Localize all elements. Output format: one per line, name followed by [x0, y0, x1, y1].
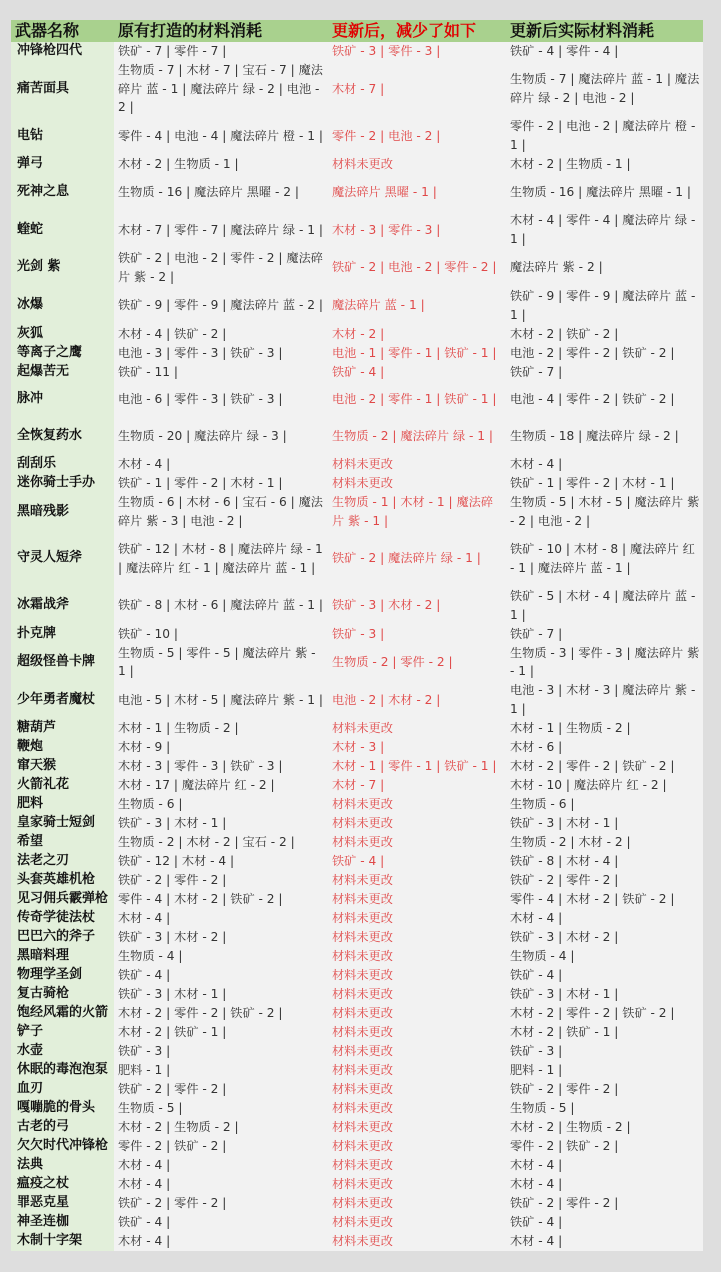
header-weapon-name: 武器名称: [11, 20, 114, 42]
weapon-name-cell: 光剑 紫: [11, 249, 114, 286]
table-row: [11, 587, 703, 625]
reduction-cell: 铁矿 - 2 | 电池 - 2 | 零件 - 2 |: [332, 260, 497, 275]
actual-cost-cell: 铁矿 - 7 |: [510, 364, 563, 379]
table-row: [11, 1118, 703, 1137]
weapon-name-cell: 黑暗料理: [11, 947, 114, 966]
original-cost-cell: 铁矿 - 9 | 零件 - 9 | 魔法碎片 蓝 - 2 |: [118, 298, 323, 313]
weapon-name-cell: 罪恶克星: [11, 1194, 114, 1213]
actual-cost-cell: 生物质 - 18 | 魔法碎片 绿 - 2 |: [510, 429, 679, 444]
actual-cost-cell: 木材 - 4 |: [510, 457, 563, 472]
table-row: [11, 1175, 703, 1194]
actual-cost-cell: 生物质 - 5 | 木材 - 5 | 魔法碎片 紫 - 2 | 电池 - 2 |: [510, 495, 700, 528]
table-row: [11, 1099, 703, 1118]
original-cost-cell: 木材 - 17 | 魔法碎片 红 - 2 |: [118, 778, 275, 793]
reduction-cell: 木材 - 7 |: [332, 81, 385, 96]
original-cost-cell: 零件 - 2 | 铁矿 - 2 |: [118, 1139, 227, 1154]
reduction-cell: 材料未更改: [332, 1177, 393, 1192]
weapon-name-cell: 守灵人短斧: [11, 531, 114, 587]
weapon-name-cell: 瘟疫之杖: [11, 1175, 114, 1194]
table-row: [11, 1194, 703, 1213]
actual-cost-cell: 铁矿 - 3 | 木材 - 2 |: [510, 930, 619, 945]
actual-cost-cell: 生物质 - 5 |: [510, 1101, 575, 1116]
reduction-cell: 材料未更改: [332, 1234, 393, 1249]
original-cost-cell: 肥料 - 1 |: [118, 1063, 171, 1078]
weapon-name-cell: 起爆苦无: [11, 363, 114, 382]
weapon-name-cell: 火箭礼花: [11, 776, 114, 795]
table-row: [11, 474, 703, 493]
reduction-cell: 材料未更改: [332, 1158, 393, 1173]
weapon-name-cell: 冰霜战斧: [11, 587, 114, 625]
table-row: [11, 1137, 703, 1156]
header-reduction: 更新后，减少了如下: [328, 20, 506, 42]
weapon-name-cell: 窜天猴: [11, 757, 114, 776]
reduction-cell: 材料未更改: [332, 1082, 393, 1097]
weapon-name-cell: 肥料: [11, 795, 114, 814]
actual-cost-cell: 铁矿 - 2 | 零件 - 2 |: [510, 1082, 619, 1097]
reduction-cell: 材料未更改: [332, 911, 393, 926]
table-row: [11, 890, 703, 909]
original-cost-cell: 木材 - 4 | 铁矿 - 2 |: [118, 326, 227, 341]
actual-cost-cell: 生物质 - 2 | 木材 - 2 |: [510, 835, 631, 850]
reduction-cell: 生物质 - 2 | 零件 - 2 |: [332, 654, 453, 669]
actual-cost-cell: 肥料 - 1 |: [510, 1063, 563, 1078]
reduction-cell: 材料未更改: [332, 835, 393, 850]
original-cost-cell: 铁矿 - 3 | 木材 - 2 |: [118, 930, 227, 945]
actual-cost-cell: 木材 - 2 | 铁矿 - 1 |: [510, 1025, 619, 1040]
reduction-cell: 材料未更改: [332, 1044, 393, 1059]
actual-cost-cell: 铁矿 - 8 | 木材 - 4 |: [510, 854, 619, 869]
reduction-cell: 材料未更改: [332, 157, 393, 172]
reduction-cell: 铁矿 - 4 |: [332, 854, 385, 869]
original-cost-cell: 铁矿 - 7 | 零件 - 7 |: [118, 44, 227, 59]
original-cost-cell: 木材 - 4 |: [118, 1177, 171, 1192]
weapon-name-cell: 物理学圣剑: [11, 966, 114, 985]
reduction-cell: 材料未更改: [332, 949, 393, 964]
actual-cost-cell: 铁矿 - 4 |: [510, 968, 563, 983]
actual-cost-cell: 木材 - 1 | 生物质 - 2 |: [510, 721, 631, 736]
original-cost-cell: 木材 - 4 |: [118, 1234, 171, 1249]
weapon-name-cell: 冲锋枪四代: [11, 42, 114, 61]
reduction-cell: 生物质 - 1 | 木材 - 1 | 魔法碎片 紫 - 1 |: [332, 495, 494, 528]
actual-cost-cell: 魔法碎片 紫 - 2 |: [510, 260, 603, 275]
weapon-name-cell: 等离子之鹰: [11, 344, 114, 363]
reduction-cell: 材料未更改: [332, 797, 393, 812]
reduction-cell: 材料未更改: [332, 968, 393, 983]
original-cost-cell: 木材 - 4 |: [118, 911, 171, 926]
reduction-cell: 材料未更改: [332, 721, 393, 736]
reduction-cell: 魔法碎片 黑曜 - 1 |: [332, 185, 437, 200]
weapon-name-cell: 巴巴六的斧子: [11, 928, 114, 947]
table-row: [11, 719, 703, 738]
table-row: [11, 814, 703, 833]
reduction-cell: 材料未更改: [332, 1196, 393, 1211]
table-row: [11, 966, 703, 985]
actual-cost-cell: 铁矿 - 10 | 木材 - 8 | 魔法碎片 红 - 1 | 魔法碎片 蓝 - 1 |: [510, 541, 695, 575]
reduction-cell: 材料未更改: [332, 457, 393, 472]
weapon-name-cell: 糖葫芦: [11, 719, 114, 738]
actual-cost-cell: 木材 - 6 |: [510, 740, 563, 755]
original-cost-cell: 木材 - 3 | 零件 - 3 | 铁矿 - 3 |: [118, 759, 283, 774]
reduction-cell: 材料未更改: [332, 930, 393, 945]
original-cost-cell: 木材 - 2 | 铁矿 - 1 |: [118, 1025, 227, 1040]
original-cost-cell: 铁矿 - 3 | 木材 - 1 |: [118, 816, 227, 831]
reduction-cell: 电池 - 2 | 零件 - 1 | 铁矿 - 1 |: [332, 392, 497, 407]
actual-cost-cell: 电池 - 4 | 零件 - 2 | 铁矿 - 2 |: [510, 392, 675, 407]
actual-cost-cell: 木材 - 2 | 零件 - 2 | 铁矿 - 2 |: [510, 1006, 675, 1021]
reduction-cell: 木材 - 3 | 零件 - 3 |: [332, 222, 441, 237]
table-body: [11, 42, 703, 1251]
table-row: [11, 1004, 703, 1023]
materials-table-sheet: [11, 20, 703, 1251]
reduction-cell: 零件 - 2 | 电池 - 2 |: [332, 128, 441, 143]
original-cost-cell: 铁矿 - 3 |: [118, 1044, 171, 1059]
original-cost-cell: 铁矿 - 4 |: [118, 968, 171, 983]
weapon-name-cell: 铲子: [11, 1023, 114, 1042]
reduction-cell: 材料未更改: [332, 987, 393, 1002]
table-row: [11, 1232, 703, 1251]
table-row: [11, 871, 703, 890]
table-row: [11, 249, 703, 286]
actual-cost-cell: 零件 - 2 | 电池 - 2 | 魔法碎片 橙 - 1 |: [510, 119, 696, 153]
reduction-cell: 铁矿 - 4 |: [332, 364, 385, 379]
original-cost-cell: 生物质 - 5 | 零件 - 5 | 魔法碎片 紫 - 1 |: [118, 645, 316, 679]
original-cost-cell: 铁矿 - 10 |: [118, 626, 179, 641]
reduction-cell: 材料未更改: [332, 1006, 393, 1021]
table-row: [11, 531, 703, 587]
original-cost-cell: 木材 - 7 | 零件 - 7 | 魔法碎片 绿 - 1 |: [118, 222, 323, 237]
reduction-cell: 木材 - 3 |: [332, 740, 385, 755]
actual-cost-cell: 木材 - 10 | 魔法碎片 红 - 2 |: [510, 778, 667, 793]
original-cost-cell: 生物质 - 6 | 木材 - 6 | 宝石 - 6 | 魔法碎片 紫 - 3 | 电池 - 2 |: [118, 495, 323, 528]
actual-cost-cell: 铁矿 - 5 | 木材 - 4 | 魔法碎片 蓝 - 1 |: [510, 588, 696, 622]
reduction-cell: 材料未更改: [332, 1101, 393, 1116]
actual-cost-cell: 生物质 - 16 | 魔法碎片 黑曜 - 1 |: [510, 185, 691, 200]
actual-cost-cell: 铁矿 - 2 | 零件 - 2 |: [510, 1196, 619, 1211]
table-row: [11, 493, 703, 530]
materials-table: [11, 20, 703, 1251]
actual-cost-cell: 铁矿 - 4 | 零件 - 4 |: [510, 44, 619, 59]
reduction-cell: 材料未更改: [332, 892, 393, 907]
reduction-cell: 材料未更改: [332, 816, 393, 831]
weapon-name-cell: 鞭炮: [11, 738, 114, 757]
weapon-name-cell: 水壶: [11, 1042, 114, 1061]
weapon-name-cell: 弹弓: [11, 155, 114, 174]
weapon-name-cell: 电钻: [11, 117, 114, 155]
table-row: [11, 1080, 703, 1099]
reduction-cell: 木材 - 1 | 零件 - 1 | 铁矿 - 1 |: [332, 759, 497, 774]
original-cost-cell: 生物质 - 5 |: [118, 1101, 183, 1116]
weapon-name-cell: 欠欠时代冲锋枪: [11, 1137, 114, 1156]
weapon-name-cell: 扑克牌: [11, 625, 114, 644]
reduction-cell: 铁矿 - 3 | 零件 - 3 |: [332, 44, 441, 59]
table-row: [11, 381, 703, 418]
weapon-name-cell: 木制十字架: [11, 1232, 114, 1251]
original-cost-cell: 铁矿 - 2 | 电池 - 2 | 零件 - 2 | 魔法碎片 紫 - 2 |: [118, 251, 323, 284]
table-row: [11, 852, 703, 871]
table-row: [11, 1156, 703, 1175]
actual-cost-cell: 铁矿 - 3 | 木材 - 1 |: [510, 987, 619, 1002]
original-cost-cell: 木材 - 4 |: [118, 1158, 171, 1173]
table-row: [11, 1061, 703, 1080]
original-cost-cell: 铁矿 - 11 |: [118, 364, 179, 379]
weapon-name-cell: 刮刮乐: [11, 455, 114, 474]
actual-cost-cell: 铁矿 - 4 |: [510, 1215, 563, 1230]
reduction-cell: 电池 - 1 | 零件 - 1 | 铁矿 - 1 |: [332, 345, 497, 360]
original-cost-cell: 零件 - 4 | 木材 - 2 | 铁矿 - 2 |: [118, 892, 283, 907]
original-cost-cell: 生物质 - 20 | 魔法碎片 绿 - 3 |: [118, 429, 287, 444]
actual-cost-cell: 铁矿 - 3 |: [510, 1044, 563, 1059]
header-row: [11, 20, 703, 42]
original-cost-cell: 铁矿 - 8 | 木材 - 6 | 魔法碎片 蓝 - 1 |: [118, 598, 323, 613]
reduction-cell: 材料未更改: [332, 1139, 393, 1154]
actual-cost-cell: 生物质 - 3 | 零件 - 3 | 魔法碎片 紫 - 1 |: [510, 645, 700, 679]
weapon-name-cell: 少年勇者魔杖: [11, 681, 114, 719]
original-cost-cell: 铁矿 - 12 | 木材 - 8 | 魔法碎片 绿 - 1 | 魔法碎片 红 - 1 | 魔法碎片 蓝 - 1 |: [118, 541, 323, 575]
weapon-name-cell: 希望: [11, 833, 114, 852]
actual-cost-cell: 木材 - 4 |: [510, 911, 563, 926]
table-row: [11, 61, 703, 117]
table-row: [11, 928, 703, 947]
reduction-cell: 电池 - 2 | 木材 - 2 |: [332, 692, 441, 707]
table-row: [11, 644, 703, 681]
original-cost-cell: 铁矿 - 1 | 零件 - 2 | 木材 - 1 |: [118, 476, 283, 491]
weapon-name-cell: 痛苦面具: [11, 61, 114, 117]
header-original-cost: 原有打造的材料消耗: [114, 20, 328, 42]
weapon-name-cell: 迷你骑士手办: [11, 474, 114, 493]
table-row: [11, 211, 703, 249]
reduction-cell: 材料未更改: [332, 476, 393, 491]
actual-cost-cell: 木材 - 4 |: [510, 1177, 563, 1192]
table-row: [11, 909, 703, 928]
weapon-name-cell: 饱经风霜的火箭: [11, 1004, 114, 1023]
weapon-name-cell: 神圣连枷: [11, 1213, 114, 1232]
reduction-cell: 生物质 - 2 | 魔法碎片 绿 - 1 |: [332, 429, 494, 444]
weapon-name-cell: 全恢复药水: [11, 418, 114, 455]
table-row: [11, 1023, 703, 1042]
weapon-name-cell: 灰狐: [11, 325, 114, 344]
weapon-name-cell: 古老的弓: [11, 1118, 114, 1137]
table-row: [11, 757, 703, 776]
original-cost-cell: 木材 - 2 | 生物质 - 2 |: [118, 1120, 239, 1135]
actual-cost-cell: 木材 - 2 | 零件 - 2 | 铁矿 - 2 |: [510, 759, 675, 774]
actual-cost-cell: 木材 - 4 | 零件 - 4 | 魔法碎片 绿 - 1 |: [510, 213, 696, 247]
table-row: [11, 833, 703, 852]
reduction-cell: 魔法碎片 蓝 - 1 |: [332, 298, 425, 313]
reduction-cell: 材料未更改: [332, 1025, 393, 1040]
actual-cost-cell: 铁矿 - 9 | 零件 - 9 | 魔法碎片 蓝 - 1 |: [510, 288, 696, 322]
reduction-cell: 铁矿 - 3 |: [332, 626, 385, 641]
weapon-name-cell: 休眠的毒泡泡泵: [11, 1061, 114, 1080]
weapon-name-cell: 法老之刃: [11, 852, 114, 871]
table-row: [11, 625, 703, 644]
weapon-name-cell: 皇家骑士短剑: [11, 814, 114, 833]
original-cost-cell: 铁矿 - 3 | 木材 - 1 |: [118, 987, 227, 1002]
table-row: [11, 155, 703, 174]
original-cost-cell: 铁矿 - 2 | 零件 - 2 |: [118, 1196, 227, 1211]
table-row: [11, 776, 703, 795]
actual-cost-cell: 木材 - 4 |: [510, 1234, 563, 1249]
weapon-name-cell: 蝰蛇: [11, 211, 114, 249]
weapon-name-cell: 冰爆: [11, 287, 114, 325]
table-row: [11, 738, 703, 757]
reduction-cell: 铁矿 - 2 | 魔法碎片 绿 - 1 |: [332, 551, 481, 566]
table-row: [11, 287, 703, 325]
original-cost-cell: 生物质 - 4 |: [118, 949, 183, 964]
original-cost-cell: 木材 - 4 |: [118, 457, 171, 472]
table-row: [11, 363, 703, 382]
actual-cost-cell: 生物质 - 7 | 魔法碎片 蓝 - 1 | 魔法碎片 绿 - 2 | 电池 - 2 |: [510, 72, 700, 106]
table-row: [11, 795, 703, 814]
original-cost-cell: 零件 - 4 | 电池 - 4 | 魔法碎片 橙 - 1 |: [118, 128, 323, 143]
table-row: [11, 418, 703, 455]
weapon-name-cell: 脉冲: [11, 381, 114, 418]
table-row: [11, 1213, 703, 1232]
actual-cost-cell: 生物质 - 4 |: [510, 949, 575, 964]
reduction-cell: 材料未更改: [332, 1063, 393, 1078]
table-row: [11, 455, 703, 474]
original-cost-cell: 铁矿 - 2 | 零件 - 2 |: [118, 1082, 227, 1097]
original-cost-cell: 木材 - 1 | 生物质 - 2 |: [118, 721, 239, 736]
actual-cost-cell: 木材 - 2 | 铁矿 - 2 |: [510, 326, 619, 341]
table-row: [11, 681, 703, 719]
weapon-name-cell: 嘎嘣脆的骨头: [11, 1099, 114, 1118]
original-cost-cell: 电池 - 5 | 木材 - 5 | 魔法碎片 紫 - 1 |: [118, 692, 323, 707]
table-row: [11, 42, 703, 61]
reduction-cell: 木材 - 2 |: [332, 326, 385, 341]
actual-cost-cell: 生物质 - 6 |: [510, 797, 575, 812]
table-row: [11, 947, 703, 966]
original-cost-cell: 铁矿 - 4 |: [118, 1215, 171, 1230]
original-cost-cell: 木材 - 2 | 零件 - 2 | 铁矿 - 2 |: [118, 1006, 283, 1021]
original-cost-cell: 木材 - 9 |: [118, 740, 171, 755]
reduction-cell: 材料未更改: [332, 1120, 393, 1135]
weapon-name-cell: 传奇学徒法杖: [11, 909, 114, 928]
original-cost-cell: 电池 - 6 | 零件 - 3 | 铁矿 - 3 |: [118, 392, 283, 407]
actual-cost-cell: 电池 - 2 | 零件 - 2 | 铁矿 - 2 |: [510, 345, 675, 360]
original-cost-cell: 铁矿 - 2 | 零件 - 2 |: [118, 873, 227, 888]
original-cost-cell: 生物质 - 6 |: [118, 797, 183, 812]
original-cost-cell: 生物质 - 7 | 木材 - 7 | 宝石 - 7 | 魔法碎片 蓝 - 1 | 魔法碎片 绿 - 2 | 电池 - 2 |: [118, 63, 323, 115]
reduction-cell: 铁矿 - 3 | 木材 - 2 |: [332, 598, 441, 613]
actual-cost-cell: 木材 - 2 | 生物质 - 2 |: [510, 1120, 631, 1135]
weapon-name-cell: 超级怪兽卡牌: [11, 644, 114, 681]
actual-cost-cell: 木材 - 4 |: [510, 1158, 563, 1173]
actual-cost-cell: 零件 - 2 | 铁矿 - 2 |: [510, 1139, 619, 1154]
actual-cost-cell: 铁矿 - 2 | 零件 - 2 |: [510, 873, 619, 888]
weapon-name-cell: 复古骑枪: [11, 985, 114, 1004]
weapon-name-cell: 头套英雄机枪: [11, 871, 114, 890]
original-cost-cell: 生物质 - 16 | 魔法碎片 黑曜 - 2 |: [118, 185, 299, 200]
table-row: [11, 1042, 703, 1061]
table-row: [11, 174, 703, 211]
weapon-name-cell: 血刃: [11, 1080, 114, 1099]
original-cost-cell: 生物质 - 2 | 木材 - 2 | 宝石 - 2 |: [118, 835, 295, 850]
table-row: [11, 344, 703, 363]
weapon-name-cell: 见习佣兵霰弹枪: [11, 890, 114, 909]
original-cost-cell: 铁矿 - 12 | 木材 - 4 |: [118, 854, 235, 869]
weapon-name-cell: 黑暗残影: [11, 493, 114, 530]
original-cost-cell: 电池 - 3 | 零件 - 3 | 铁矿 - 3 |: [118, 345, 283, 360]
actual-cost-cell: 铁矿 - 3 | 木材 - 1 |: [510, 816, 619, 831]
weapon-name-cell: 法典: [11, 1156, 114, 1175]
header-actual-cost: 更新后实际材料消耗: [506, 20, 703, 42]
reduction-cell: 木材 - 7 |: [332, 778, 385, 793]
actual-cost-cell: 电池 - 3 | 木材 - 3 | 魔法碎片 紫 - 1 |: [510, 683, 696, 717]
actual-cost-cell: 零件 - 4 | 木材 - 2 | 铁矿 - 2 |: [510, 892, 675, 907]
actual-cost-cell: 铁矿 - 7 |: [510, 626, 563, 641]
reduction-cell: 材料未更改: [332, 1215, 393, 1230]
reduction-cell: 材料未更改: [332, 873, 393, 888]
table-row: [11, 325, 703, 344]
actual-cost-cell: 木材 - 2 | 生物质 - 1 |: [510, 157, 631, 172]
original-cost-cell: 木材 - 2 | 生物质 - 1 |: [118, 157, 239, 172]
actual-cost-cell: 铁矿 - 1 | 零件 - 2 | 木材 - 1 |: [510, 476, 675, 491]
weapon-name-cell: 死神之息: [11, 174, 114, 211]
table-row: [11, 985, 703, 1004]
table-row: [11, 117, 703, 155]
